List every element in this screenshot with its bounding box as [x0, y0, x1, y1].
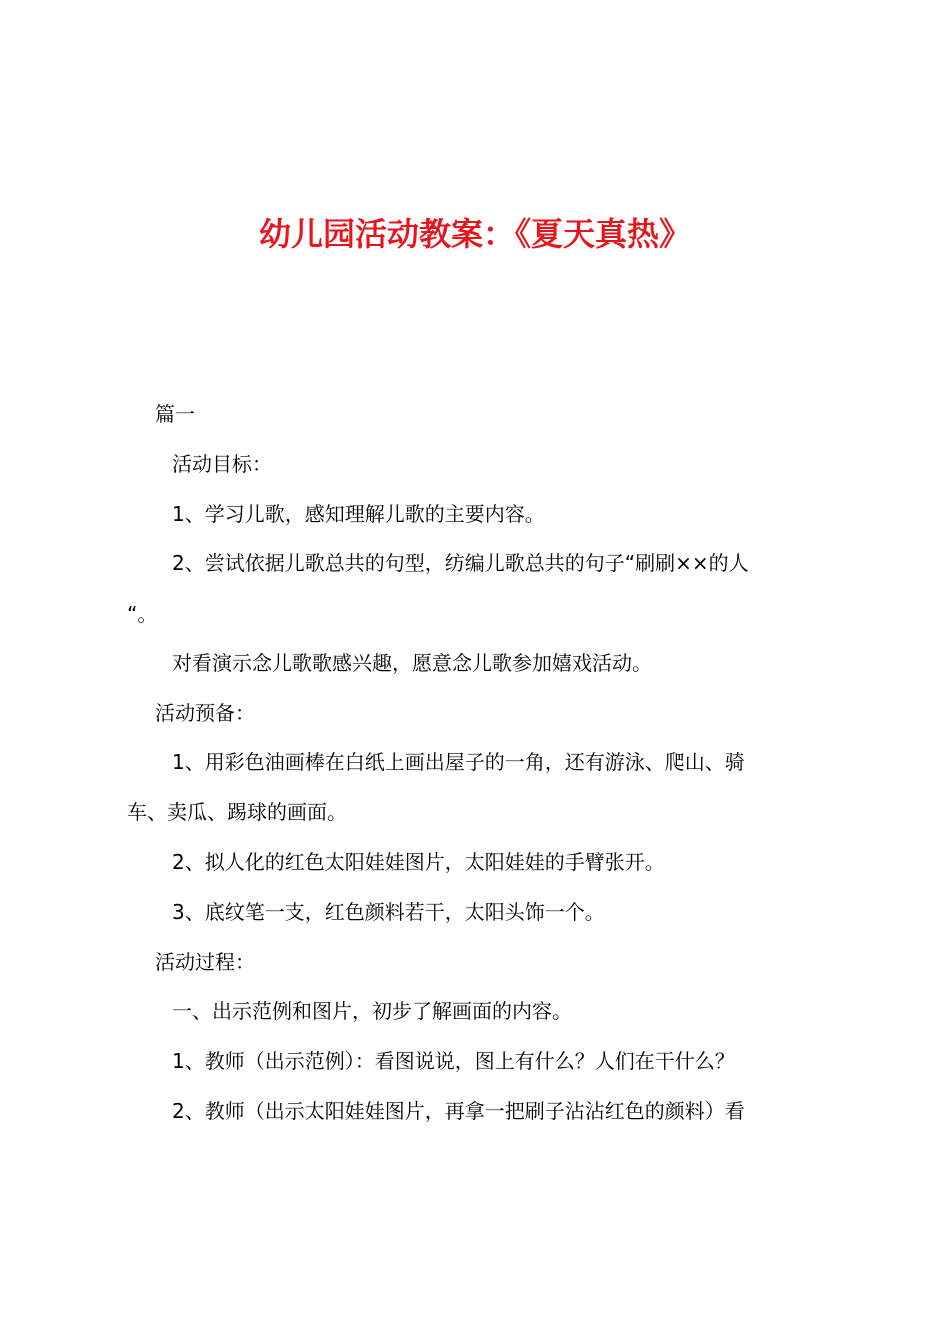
paragraph-line: 车、卖瓜、踢球的画面。 — [127, 800, 347, 824]
paragraph-line: 一、出示范例和图片，初步了解画面的内容。 — [172, 999, 572, 1023]
heading-activity-goals: 活动目标： — [172, 452, 272, 476]
paragraph-line: 2、拟人化的红色太阳娃娃图片，太阳娃娃的手臂张开。 — [172, 850, 665, 874]
paragraph-line: 2、尝试依据儿歌总共的句型，纺编儿歌总共的句子“刷刷××的人 — [172, 551, 749, 575]
paragraph-line: 1、用彩色油画棒在白纸上画出屋子的一角，还有游泳、爬山、骑 — [172, 750, 745, 774]
paragraph-line: 1、学习儿歌，感知理解儿歌的主要内容。 — [172, 502, 545, 526]
paragraph-line: 2、教师（出示太阳娃娃图片，再拿一把刷子沾沾红色的颜料）看 — [172, 1099, 745, 1123]
heading-activity-process: 活动过程： — [155, 950, 255, 974]
paragraph-line: 1、教师（出示范例）：看图说说，图上有什么？人们在干什么？ — [172, 1049, 735, 1073]
paragraph-line: 对看演示念儿歌歌感兴趣，愿意念儿歌参加嬉戏活动。 — [172, 651, 652, 675]
page-title: 幼儿园活动教案：《夏天真热》 — [258, 215, 691, 253]
paragraph-line: “。 — [127, 602, 158, 626]
heading-activity-preparation: 活动预备： — [155, 701, 255, 725]
section-label: 篇一 — [155, 402, 195, 426]
paragraph-line: 3、底纹笔一支，红色颜料若干，太阳头饰一个。 — [172, 900, 605, 924]
